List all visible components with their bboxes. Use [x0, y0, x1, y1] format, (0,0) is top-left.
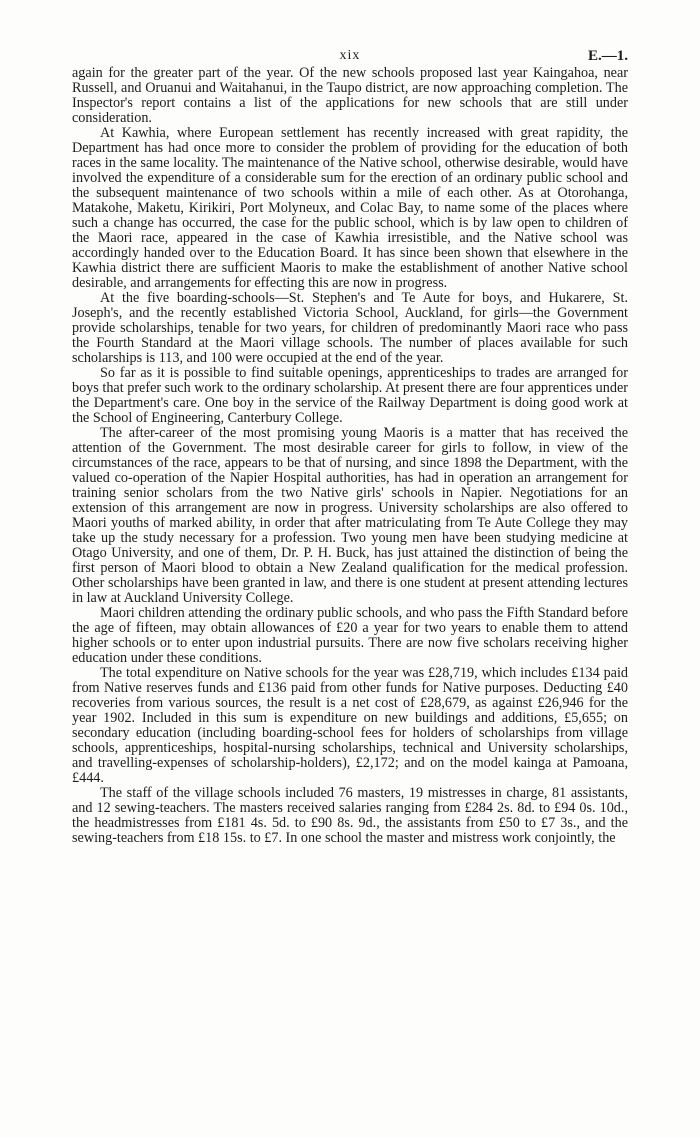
paragraph-staff: The staff of the village schools included 76 masters, 19 mistresses in charge, 81 assistants, and 12 sewing-teachers. The masters received salaries ranging from £284 2s. 8d. to £94 0s. 10d., the headmistresses from £181 4s. 5d. to £90 8s. 9d., the assistants from £50 to £7 3s., and the sewing-teachers from £18 15s. to £7. In one school the master and mistress work conjointly, the [72, 785, 628, 846]
page-number: xix [339, 48, 361, 63]
paragraph-expenditure: The total expenditure on Native schools for the year was £28,719, which includes £134 paid from Native reserves funds and £136 paid from other funds for Native purposes. Deducting £40 recoveries from various sources, the result is a net cost of £28,679, as against £26,946 for the year 1902. Included in this sum is expenditure on new buildings and additions, £5,655; on secondary education (including boarding-school fees for holders of scholarships from village schools, apprenticeships, hospital-nursing scholarships, technical and University scholarships, and travelling-expenses of scholarship-holders), £2,172; and on the model kainga at Pamoana, £444. [72, 665, 628, 786]
paragraph-kawhia: At Kawhia, where European settlement has recently increased with great rapidity, the Department has had once more to consider the problem of providing for the education of both races in the same locality. The maintenance of the Native school, otherwise desirable, would have involved the expenditure of a considerable sum for the erection of an ordinary public school and the subsequent maintenance of two schools within a mile of each other. As at Otorohanga, Matakohe, Maketu, Kirikiri, Port Molyneux, and Colac Bay, to name some of the places where such a change has occurred, the case for the public school, which is by law open to children of the Maori race, appeared in the case of Kawhia irresistible, and the Native school was accordingly handed over to the Education Board. It has since been shown that elsewhere in the Kawhia district there are sufficient Maoris to make the establishment of another Native school desirable, and arrangements for effecting this are now in progress. [72, 125, 628, 291]
paragraph-public-school-allowances: Maori children attending the ordinary public schools, and who pass the Fifth Standard before the age of fifteen, may obtain allowances of £20 a year for two years to enable them to attend higher schools or to enter upon industrial pursuits. There are now five scholars receiving higher education under these conditions. [72, 605, 628, 666]
paragraph-after-career: The after-career of the most promising young Maoris is a matter that has received the attention of the Government. The most desirable career for girls to follow, in view of the circumstances of the race, appears to be that of nursing, and since 1898 the Department, with the valued co-operation of the Napier Hospital authorities, has had in operation an arrangement for training senior scholars from the two Native girls' schools in Napier. Negotiations for an extension of this arrangement are now in progress. University scholarships are also offered to Maori youths of marked ability, in order that after matriculating from Te Aute College they may take up the study necessary for a profession. Two young men have been studying medicine at Otago University, and one of them, Dr. P. H. Buck, has just attained the distinction of being the first person of Maori blood to obtain a New Zealand qualification for the medical profession. Other scholarships have been granted in law, and there is one student at present attending lectures in law at Auckland University College. [72, 425, 628, 606]
paragraph-apprenticeships: So far as it is possible to find suitable openings, apprenticeships to trades are arranged for boys that prefer such work to the ordinary scholarship. At present there are four apprentices under the Department's care. One boy in the service of the Railway Department is doing good work at the School of Engineering, Canterbury College. [72, 365, 628, 426]
paragraph-continuation: again for the greater part of the year. Of the new schools proposed last year Kaingahoa, near Russell, and Oruanui and Waitahanui, in the Taupo district, are now approaching completion. The Inspector's report contains a list of the applications for new schools that are still under consideration. [72, 65, 628, 126]
document-reference: E.—1. [587, 48, 628, 64]
paragraph-boarding-schools: At the five boarding-schools—St. Stephen's and Te Aute for boys, and Hukarere, St. Joseph's, and the recently established Victoria School, Auckland, for girls—the Government provide scholarships, tenable for two years, for children of predominantly Maori race who pass the Fourth Standard at the Maori village schools. The number of places available for such scholarships is 113, and 100 were occupied at the end of the year. [72, 290, 628, 366]
body-text [72, 66, 628, 846]
